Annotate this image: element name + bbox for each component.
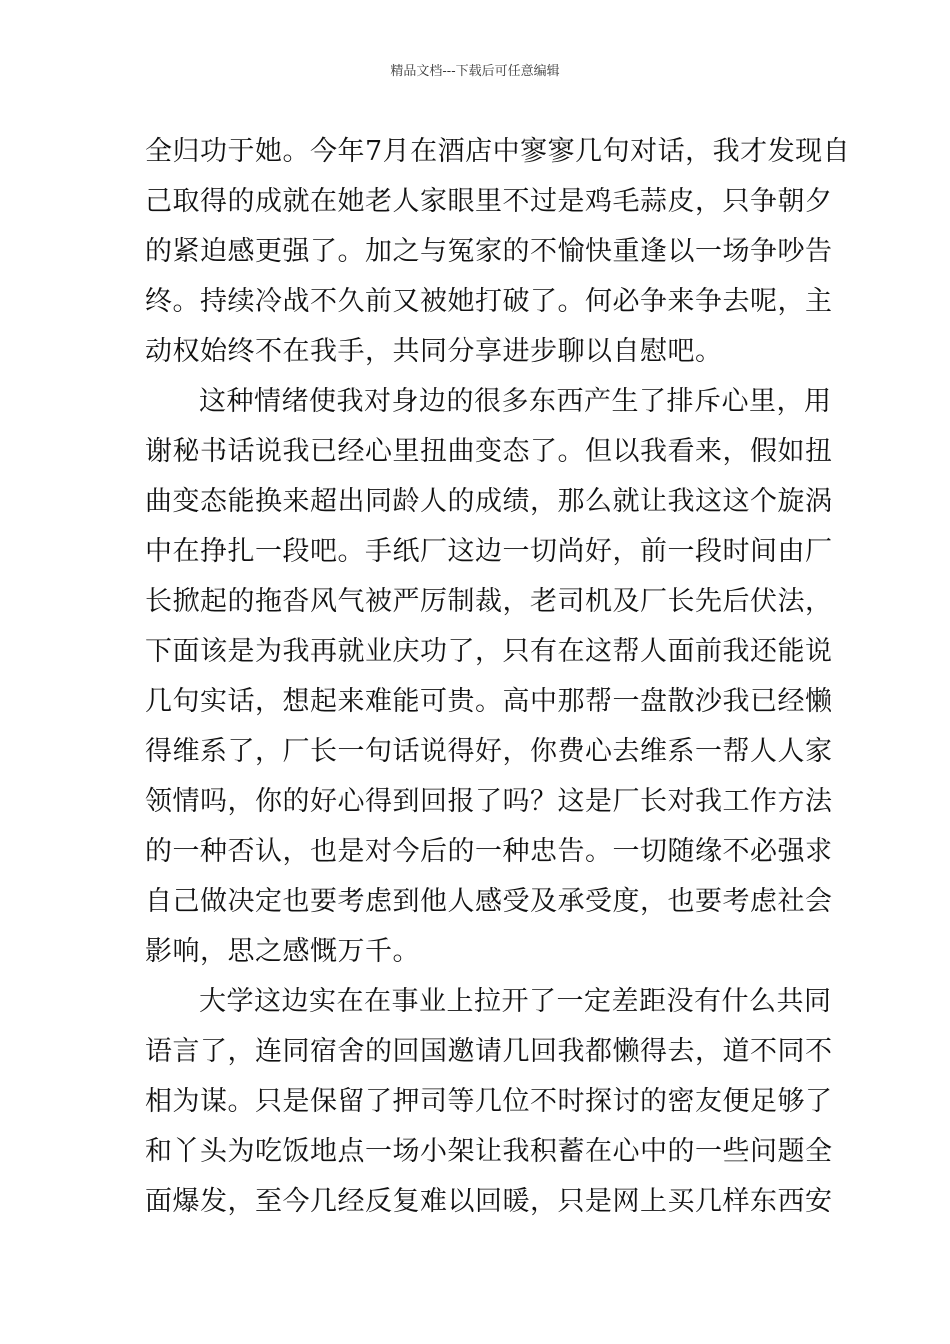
- text-line: 领情吗，你的好心得到回报了吗？这是厂长对我工作方法: [145, 786, 833, 817]
- text-line: 几句实话，想起来难能可贵。高中那帮一盘散沙我已经懒: [145, 686, 833, 717]
- paragraph: [145, 127, 851, 377]
- text-line: 全归功于她。今年7月在酒店中寥寥几句对话，我才发现自: [145, 136, 851, 167]
- paragraph: [145, 377, 833, 977]
- text-line: 影响，思之感慨万千。: [145, 936, 420, 967]
- text-line: 动权始终不在我手，共同分享进步聊以自慰吧。: [145, 336, 723, 367]
- page-header: 精品文档---下载后可任意编辑: [390, 64, 560, 79]
- text-line: 相为谋。只是保留了押司等几位不时探讨的密友便足够了: [145, 1086, 833, 1117]
- text-line: 曲变态能换来超出同龄人的成绩，那么就让我这这个旋涡: [145, 486, 833, 517]
- text-line: 终。持续冷战不久前又被她打破了。何必争来争去呢，主: [145, 286, 833, 317]
- text-line: 谢秘书话说我已经心里扭曲变态了。但以我看来，假如扭: [145, 436, 833, 467]
- text-line: 语言了，连同宿舍的回国邀请几回我都懒得去，道不同不: [145, 1036, 833, 1067]
- paragraph: [145, 977, 833, 1227]
- text-line: 这种情绪使我对身边的很多东西产生了排斥心里，用: [199, 386, 832, 417]
- text-line: 和丫头为吃饭地点一场小架让我积蓄在心中的一些问题全: [145, 1136, 833, 1167]
- text-line: 中在挣扎一段吧。手纸厂这边一切尚好，前一段时间由厂: [145, 536, 833, 567]
- text-line: 面爆发，至今几经反复难以回暖，只是网上买几样东西安: [145, 1186, 833, 1217]
- text-line: 下面该是为我再就业庆功了，只有在这帮人面前我还能说: [145, 636, 833, 667]
- text-line: 大学这边实在在事业上拉开了一定差距没有什么共同: [199, 986, 832, 1017]
- text-line: 的紧迫感更强了。加之与冤家的不愉快重逢以一场争吵告: [145, 236, 833, 267]
- text-line: 己取得的成就在她老人家眼里不过是鸡毛蒜皮，只争朝夕: [145, 186, 833, 217]
- text-line: 的一种否认，也是对今后的一种忠告。一切随缘不必强求: [145, 836, 833, 867]
- text-line: 得维系了，厂长一句话说得好，你费心去维系一帮人人家: [145, 736, 833, 767]
- text-line: 长掀起的拖沓风气被严厉制裁，老司机及厂长先后伏法，: [145, 586, 833, 617]
- body-text: [145, 127, 851, 1227]
- text-line: 自己做决定也要考虑到他人感受及承受度，也要考虑社会: [145, 886, 833, 917]
